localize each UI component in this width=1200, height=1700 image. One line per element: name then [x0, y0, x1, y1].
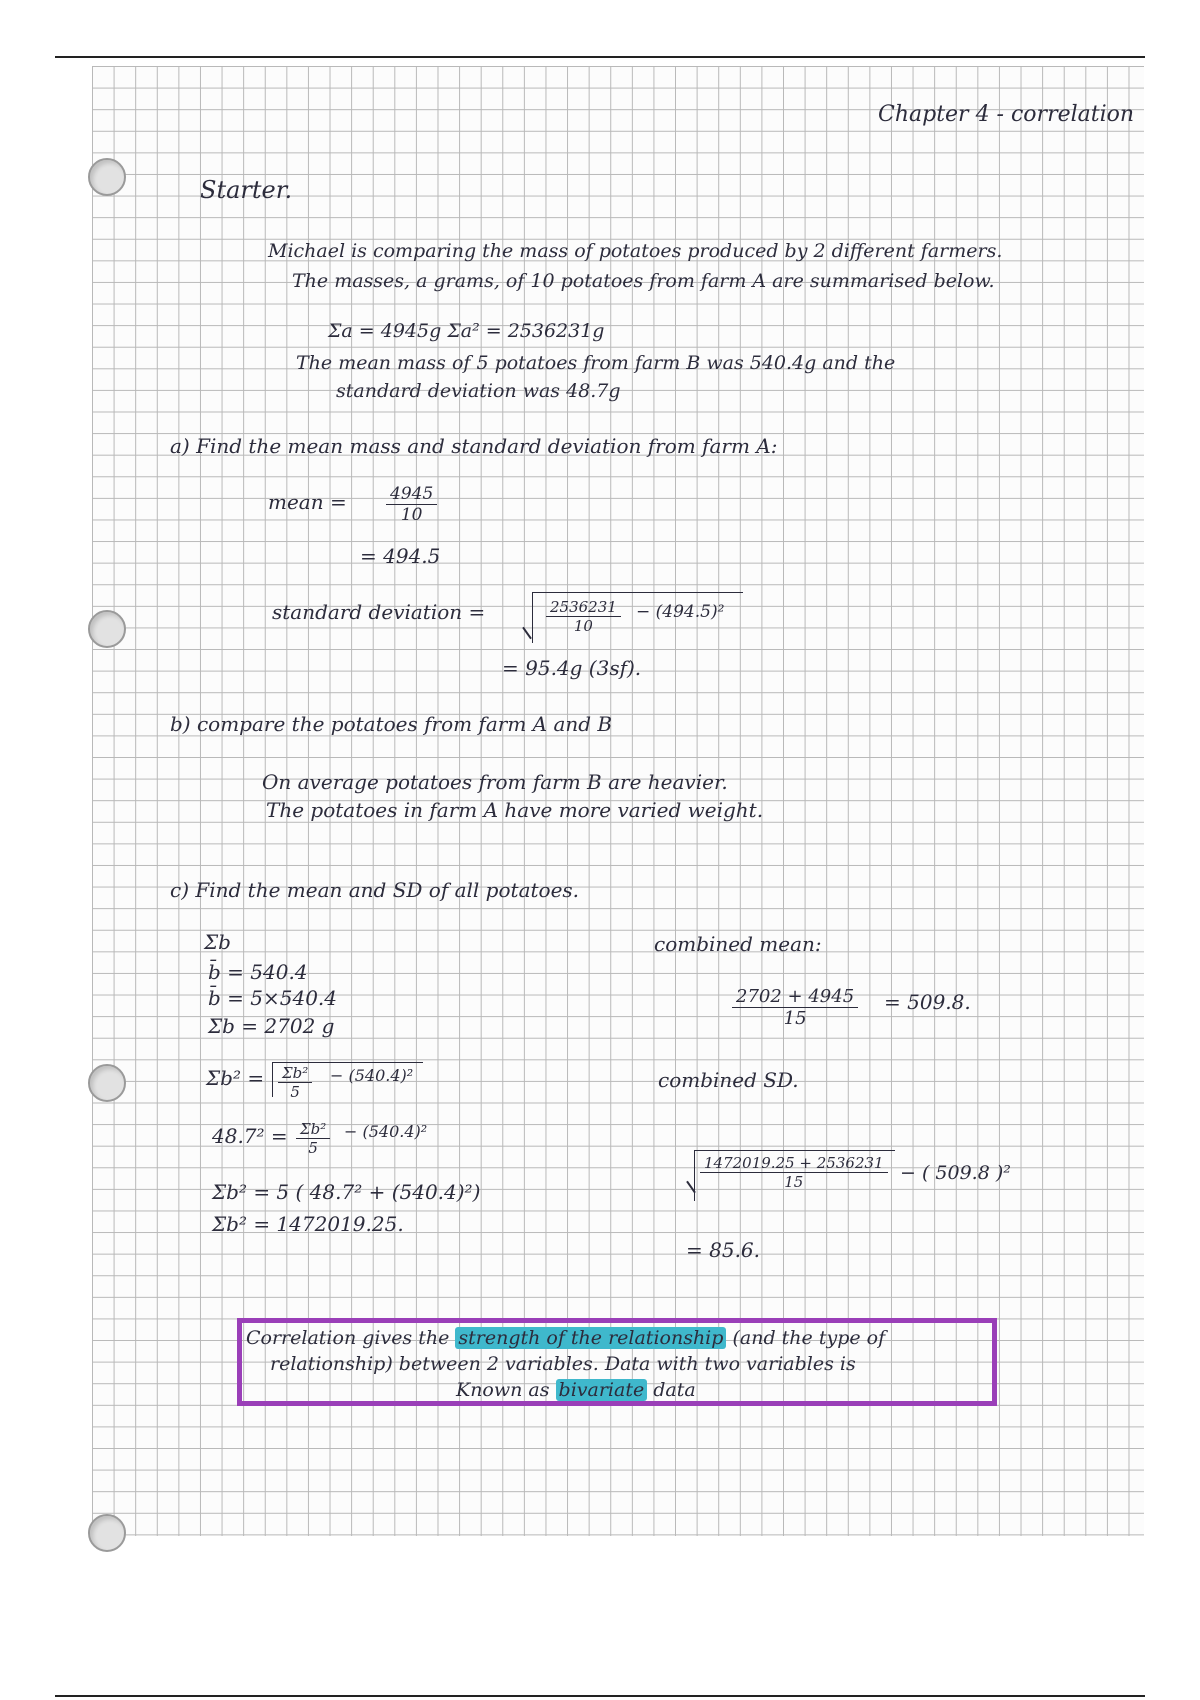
mean-fraction: [386, 484, 437, 525]
combined-sd-minus: − ( 509.8 )²: [900, 1162, 1011, 1184]
combined-sd-label: combined SD.: [658, 1068, 799, 1092]
part-b-question: b) compare the potatoes from farm A and B: [170, 712, 613, 736]
correlation-definition-box: [237, 1318, 997, 1406]
callout-text-e: data: [653, 1379, 696, 1401]
mean-numerator: 4945: [386, 484, 437, 505]
work-line-5-fraction: [278, 1064, 312, 1101]
sums-line: Σa = 4945g Σa² = 2536231g: [328, 320, 605, 342]
callout-highlight-strength: strength of the relationship: [455, 1327, 726, 1349]
work-line-3: b̄ = 5×540.4: [208, 986, 338, 1010]
callout-line-3: [456, 1379, 696, 1402]
work-line-5-denominator: 5: [290, 1083, 300, 1101]
work-line-5-label: Σb² =: [206, 1066, 265, 1090]
work-line-6-numerator: Σb²: [296, 1120, 330, 1139]
combined-sd-fraction: [700, 1154, 888, 1191]
part-b-answer-1: On average potatoes from farm B are heavier.: [262, 770, 728, 794]
combined-mean-numerator: 2702 + 4945: [732, 986, 858, 1008]
combined-mean-label: combined mean:: [654, 932, 822, 956]
top-rule: [55, 56, 1145, 58]
sd-fraction: [546, 598, 621, 635]
sd-numerator: 2536231: [546, 598, 621, 617]
work-line-6-label: 48.7² =: [212, 1124, 288, 1148]
work-line-5-numerator: Σb²: [278, 1064, 312, 1083]
sd-denominator: 10: [573, 617, 593, 635]
problem-line-1: Michael is comparing the mass of potatoes produced by 2 different farmers.: [268, 240, 1003, 262]
combined-sd-denominator: 15: [784, 1173, 804, 1191]
bottom-rule: [55, 1695, 1145, 1697]
farm-b-line-2: standard deviation was 48.7g: [336, 380, 621, 402]
part-c-question: c) Find the mean and SD of all potatoes.: [170, 878, 580, 902]
punch-hole-bottom: [88, 1514, 126, 1552]
work-line-6-fraction: [296, 1120, 330, 1157]
sd-result: = 95.4g (3sf).: [502, 656, 642, 680]
sd-label: standard deviation =: [272, 600, 486, 624]
callout-line-2: relationship) between 2 variables. Data with two variables is: [270, 1353, 856, 1375]
mean-result: = 494.5: [360, 544, 441, 568]
callout-text-b: (and the type of: [732, 1327, 886, 1349]
work-line-1: Σb: [204, 930, 231, 954]
problem-line-2: The masses, a grams, of 10 potatoes from farm A are summarised below.: [292, 270, 995, 292]
part-a-question: a) Find the mean mass and standard deviation from farm A:: [170, 434, 778, 458]
callout-highlight-bivariate: bivariate: [556, 1379, 648, 1401]
sd-minus-term: − (494.5)²: [636, 602, 725, 622]
callout-text-a: Correlation gives the: [246, 1327, 450, 1349]
farm-b-line-1: The mean mass of 5 potatoes from farm B was 540.4g and the: [296, 352, 896, 374]
mean-label: mean =: [268, 490, 347, 514]
combined-mean-denominator: 15: [783, 1008, 807, 1029]
combined-mean-fraction: [732, 986, 858, 1029]
work-line-6-minus: − (540.4)²: [344, 1122, 428, 1141]
combined-sd-result: = 85.6.: [686, 1238, 761, 1262]
punch-hole-top: [88, 158, 126, 196]
work-line-5-minus: − (540.4)²: [330, 1066, 414, 1085]
callout-text-d: Known as: [456, 1379, 550, 1401]
callout-line-1: [246, 1327, 885, 1350]
work-line-6-denominator: 5: [308, 1139, 318, 1157]
mean-denominator: 10: [400, 505, 423, 525]
combined-sd-numerator: 1472019.25 + 2536231: [700, 1154, 888, 1173]
work-line-7: Σb² = 5 ( 48.7² + (540.4)²): [212, 1180, 481, 1204]
work-line-2: b̄ = 540.4: [208, 960, 308, 984]
combined-mean-result: = 509.8.: [884, 990, 971, 1014]
starter-heading: Starter.: [200, 176, 293, 204]
work-line-4: Σb = 2702 g: [208, 1014, 335, 1038]
punch-hole-middle-lower: [88, 1064, 126, 1102]
chapter-title: Chapter 4 - correlation: [878, 102, 1135, 127]
part-b-answer-2: The potatoes in farm A have more varied weight.: [266, 798, 764, 822]
punch-hole-middle-upper: [88, 610, 126, 648]
work-line-8: Σb² = 1472019.25.: [212, 1212, 404, 1236]
